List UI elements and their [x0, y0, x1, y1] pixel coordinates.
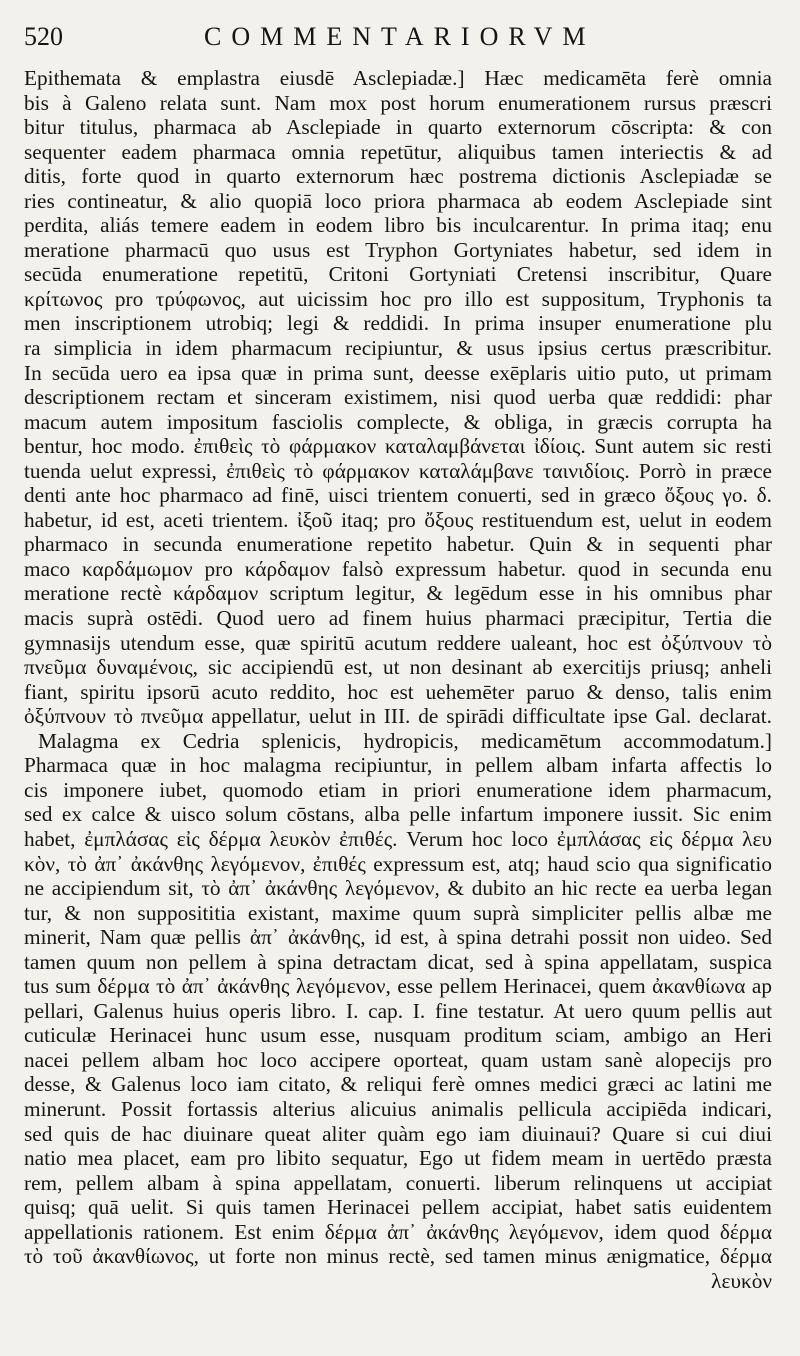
text-line: descriptionem rectam et sinceram existimem, nisi quod uerba quæ reddidi: phar	[24, 385, 772, 410]
text-line: macis suprà ostēdi. Quod uero ad finem huius pharmaci præcipitur, Tertia die	[24, 606, 772, 631]
text-line: ne accipiendum sit, τὸ ἀπ᾽ ἀκάνθης λεγόμενον, & dubito an hic recte ea uerba legan	[24, 876, 772, 901]
text-line: cis imponere iubet, quomodo etiam in priori enumeratione idem pharmacum,	[24, 777, 772, 802]
text-line: λευκὸν	[711, 1268, 772, 1293]
text-line: natio mea placet, eam pro libito sequatur, Ego ut fidem meam in uertēdo præsta	[24, 1146, 772, 1171]
text-line: appellationis rationem. Est enim δέρμα ἀπ᾽ ἀκάνθης λεγόμενον, idem quod δέρμα	[24, 1219, 772, 1244]
text-line: maco καρδάμωμον pro κάρδαμον falsò expressum habetur. quod in secunda enu	[24, 556, 772, 581]
text-line: κρίτωνος pro τρύφωνος, aut uicissim hoc pro illo est suppositum, Tryphonis ta	[24, 286, 772, 311]
text-line: Pharmaca quæ in hoc malagma recipiuntur, in pellem albam infarta affectis lo	[24, 753, 772, 778]
text-line: tus sum δέρμα τὸ ἀπ᾽ ἀκάνθης λεγόμενον, esse pellem Herinacei, quem ἀκανθίωνα ap	[24, 974, 772, 999]
text-line: Malagma ex Cedria splenicis, hydropicis, medicamētum accommodatum.]	[38, 728, 772, 753]
text-line: desse, & Galenus loco iam citato, & reliqui ferè omnes medici græci ac latini me	[24, 1072, 772, 1097]
text-line: κὸν, τὸ ἀπ᾽ ἀκάνθης λεγόμενον, ἐπιθές expressum est, atq; haud scio qua significatio	[24, 851, 772, 876]
text-line: sed quis de hac diuinare queat aliter quàm ego iam diuinaui? Quare si cui diui	[24, 1121, 772, 1146]
text-line: perdita, aliás temere eadem in eodem libro bis inculcarentur. In prima itaq; enu	[24, 213, 772, 238]
text-line: bitur titulus, pharmaca ab Asclepiade in quarto externorum cōscripta: & con	[24, 115, 772, 140]
text-line: τὸ τοῦ ἀκανθίωνος, ut forte non minus rectè, sed tamen minus ænigmatice, δέρμα	[24, 1244, 772, 1269]
text-line: minerit, Nam quæ pellis ἀπ᾽ ἀκάνθης, id est, à spina detrahi possit non uideo. Sed	[24, 925, 772, 950]
text-line: sed ex calce & uisco solum cōstans, alba pelle infartum imponere iussit. Sic enim	[24, 802, 772, 827]
page-header	[24, 22, 772, 60]
text-line: gymnasijs utendum esse, quæ spiritū acutum reddere ualeant, hoc est ὀξύπνουν τὸ	[24, 630, 772, 655]
text-line: ries contineatur, & alio quopiā loco priora pharmaca ab eodem Asclepiade sint	[24, 188, 772, 213]
text-line: ditis, forte quod in quarto externorum hæc postrema dictionis Asclepiadæ se	[24, 164, 772, 189]
text-line: macum autem impositum fasciolis complecte, & obliga, in græcis corrupta ha	[24, 409, 772, 434]
text-line: quisq; quā uelit. Si quis tamen Herinacei pellem accipiat, habet satis euidentem	[24, 1195, 772, 1220]
text-line: tamen quum non pellem à spina detractam dicat, sed à spina appellatam, suspica	[24, 949, 772, 974]
text-line: secūda enumeratione repetitū, Critoni Gortyniati Cretensi inscribitur, Quare	[24, 262, 772, 287]
text-line: sequenter eadem pharmaca omnia repetūtur, aliquibus tamen interiectis & ad	[24, 139, 772, 164]
text-line: nacei pellem albam hoc loco accipere oporteat, quam ustam sanè alopecijs pro	[24, 1047, 772, 1072]
text-line: men inscriptionem utrobiq; legi & reddidi. In prima insuper enumeratione plu	[24, 311, 772, 336]
text-line: meratione pharmacū quo usus est Tryphon Gortyniates habetur, sed idem in	[24, 237, 772, 262]
text-line: fiant, spiritu ipsorū acuto reddito, hoc est uehemēter paruo & denso, talis enim	[24, 679, 772, 704]
text-line: habet, ἐμπλάσας εἰς δέρμα λευκὸν ἐπιθές. Verum hoc loco ἐμπλάσας εἰς δέρμα λευ	[24, 826, 772, 851]
body-text	[24, 66, 772, 1293]
text-line: meratione rectè κάρδαμον scriptum legitur, & legēdum esse in his omnibus phar	[24, 581, 772, 606]
text-line: bis à Galeno relata sunt. Nam mox post horum enumerationem rursus præscri	[24, 90, 772, 115]
text-line: rem, pellem albam à spina appellatam, conuerti. liberum relinquens ut accipiat	[24, 1170, 772, 1195]
text-line: ra simplicia in idem pharmacum recipiuntur, & usus ipsius certus præscribitur.	[24, 336, 772, 361]
text-line: ὀξύπνουν τὸ πνεῦμα appellatur, uelut in III. de spirādi difficultate ipse Gal. declarat.	[24, 704, 772, 729]
running-head: COMMENTARIORVM	[204, 22, 596, 51]
page-number: 520	[24, 22, 63, 51]
text-line: minerunt. Possit fortassis alterius alicuius animalis pellicula accipiēda indicari,	[24, 1096, 772, 1121]
text-line: cuticulæ Herinacei hunc usum esse, nusquam proditum sciam, ambigo an Heri	[24, 1023, 772, 1048]
text-line: bentur, hoc modo. ἐπιθεὶς τὸ φάρμακον καταλαμβάνεται ἰδίοις. Sunt autem sic resti	[24, 434, 772, 459]
text-line: pellari, Galenus huius operis libro. I. cap. I. fine testatur. At uero quum pellis aut	[24, 998, 772, 1023]
text-line: Epithemata & emplastra eiusdē Asclepiadæ.] Hæc medicamēta ferè omnia	[24, 66, 772, 90]
text-line: tur, & non supposititia existant, maxime quum suprà simpliciter pellis albæ me	[24, 900, 772, 925]
text-line: tuenda uelut expressi, ἐπιθεὶς τὸ φάρμακον καταλάμβανε ταινιδίοις. Porrò in præce	[24, 458, 772, 483]
text-line: habetur, id est, aceti trientem. ἰξοῦ itaq; pro ὄξους restituendum est, uelut in eodem	[24, 507, 772, 532]
text-line: pharmaco in secunda enumeratione repetito habetur. Quin & in sequenti phar	[24, 532, 772, 557]
text-line: πνεῦμα δυναμένοις, sic accipiendū est, ut non desinant ab exercitijs priusq; anheli	[24, 655, 772, 680]
text-line: denti ante hoc pharmaco ad finē, uisci trientem conuerti, sed in græco ὄξους γο. δ.	[24, 483, 772, 508]
text-line: In secūda uero ea ipsa quæ in prima sunt, deesse exēplaris uitio puto, ut primam	[24, 360, 772, 385]
